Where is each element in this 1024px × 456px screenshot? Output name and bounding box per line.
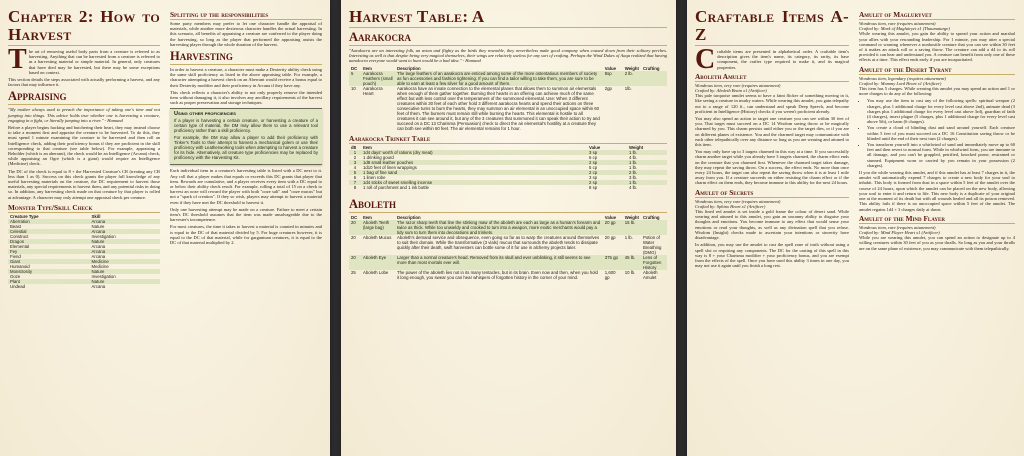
aboleth-row-cell: Aboleth Mucus <box>363 234 392 240</box>
aboleth-row-cell: 375 gp <box>603 255 623 270</box>
aarakocra-row-cell: 2 lb. <box>623 71 641 86</box>
aarakocra-row-cell <box>641 86 667 131</box>
trinket-row-cell: 1 drinking gourd <box>363 154 394 160</box>
aboleth-row-cell: 1 lb. <box>624 234 633 240</box>
tyrant-ability-item: • You transform yourself into a whirlwind of sand and immediately move up to 60 feet and then revert to normal form. While in whirlwind form, you are immune to all damage, and you can't be grappled, petrified, knocked prone, restrained or stunned. Equipment worn or carried by you remain in your possession (2 charges). <box>867 142 1015 168</box>
harvesting-paragraph-3: Each individual item in a creature's harvesting table is listed with a DC next to it. Any roll that a player makes that equals or exceeds this DC grants that player that item. Rewards are cumulative, and a player receives every item with a DC equal to or below their ability check result. For example, rolling a total of 15 on a check to harvest an ooze will reward the player with both "ooze salt" and "ooze mucus" but not a "spark of creation". If they so wish, players may attempt to harvest a material even if they have met the DC threshold to harvest it. <box>170 168 322 205</box>
skill-table-row-cell: Investigation <box>91 233 116 239</box>
skill-table-row-cell: Undead <box>10 283 26 289</box>
skill-table-row-cell: Arcana <box>91 283 106 289</box>
skill-table-row-cell: Plant <box>8 279 90 284</box>
aboleth-row-cell: 10 lb. <box>624 269 636 275</box>
secrets-rarity: Wondrous item, very rare (requires attunement) <box>695 198 781 204</box>
aboleth-row-cell: Aboleth Amulet <box>643 269 658 280</box>
skill-table-row-cell: Elemental <box>10 243 30 249</box>
appraising-paragraph-1: Before a player begins hacking and butchering their heart, they may instead choose to take a moment first and appraise the creature to be harvested. To do this, they must spend 1 minute examining the creature to be harvested and then roll an Intelligence check, adding their proficiency bonus if they are proficient in the skill corresponding to that creature (see table below). For example, appraising a Beholder (which is an aberrant), the check would be an Intelligence (Arcana) check, while appraising an Ogre (which is a giant) would require an Intelligence (Medicine) check. <box>8 125 160 167</box>
trinket-row-cell: 1 bag of fine sand <box>361 170 587 175</box>
trinket-row-cell: 3 sp <box>589 174 598 180</box>
skill-table-row-cell: Construct <box>10 233 29 239</box>
aarakocra-harvest-table <box>349 66 667 131</box>
aarakocra-row-cell: Aarakocra have an innate connection to the elemental planes that allows them to summon air elementals when enough of them gather together. Burning their hearts in an offering can achieve much of the same effect but with less control over the temperament of the summoned elemental. Use: When 3 different creatures within 30 feet of each other hold 3 different aarakocra hearts and spend their actions on three consecutive turns to burn the hearts, they may summon an air elemental in an unoccupied space within 60 feet of them. The burners must remain still while burning the hearts. This elemental is hostile to all creatures it can see around it, but any of the 3 creatures that summoned it can speak their action to try and succeed on a DC 13 Charisma (Persuasion) check to direct the air elemental's hostility at a creature they can both see within 60 feet. The air elemental remains for 1 hour. <box>397 85 600 131</box>
header-item: Item <box>363 65 372 71</box>
aarakocra-quote: "Aarakocra are an interesting folk, an avian and flighty as the birds they resemble, they nevertheless make good company when coaxed down from their solitary perches. Interesting as well is that despite being very magical themselves, their wings are relatively useless for any sort of crafting. Perhaps the Wind Dukes of Aaqa realized that having aarakocra everyone would want to hunt would be a bad idea." - Hamund <box>349 48 667 64</box>
aboleth-header-crafting: Crafting <box>643 214 660 220</box>
magluryvet-heading: Amulet of Magluryvet <box>859 11 1015 20</box>
trinket-row-cell: 2 lb. <box>627 170 667 175</box>
secrets-p2: In addition, you may use the amulet to cast the spell zone of truth without using a spell slot or requiring any components. The DC for the casting of this spell in this way is 8 + your Charisma modifier + your proficiency bonus, and you are exempt from the effects of the spell. Once you have used this ability 3 times in one day, you may not use it again until you finish a long rest. <box>695 242 849 269</box>
skill-table-row-cell: Nature <box>90 279 160 284</box>
page-craftable-items <box>687 0 1024 456</box>
aboleth-row-cell: 20 <box>349 255 361 270</box>
tyrant-ability-item: • You create a cloud of blinding dust and sand around yourself. Each creature within 5 feet of you must succeed on a DC 16 Constitution saving throw or be blinded until the end of their next turn (2 charges). <box>867 125 1015 141</box>
skill-table-row-cell: Arcana <box>91 243 106 249</box>
header-value: Value <box>604 65 616 71</box>
page-harvest-table-a <box>341 0 676 456</box>
skill-table-row-cell: Beast <box>10 223 21 229</box>
trinket-row-cell: 6 cp <box>589 154 598 160</box>
page1-right-column <box>170 8 322 247</box>
aboleth-row-cell: 15 lb. <box>623 220 641 235</box>
skill-table-row-cell: Medicine <box>91 263 109 269</box>
trinket-row-cell: 4 <box>353 164 357 170</box>
page-gutter-1 <box>330 0 341 456</box>
magluryvet-rarity: Wondrous item, rare (requires attunement) <box>859 21 936 26</box>
skill-table-row-cell: Ooze <box>10 273 21 279</box>
aboleth-row-cell: 25 <box>351 269 356 275</box>
skill-table-row-cell: Arcana <box>90 229 160 234</box>
skill-table-row-cell: Nature <box>91 223 105 229</box>
monster-skill-table <box>8 214 160 289</box>
title-rule <box>8 45 160 46</box>
box-paragraph-1: If a player is harvesting a certain creature, or harvesting a creature of a certain type of material, the DM may allow them to use a relevant tool proficiency rather than a skill proficiency. <box>174 118 318 134</box>
aboleth-header-value: Value <box>604 214 616 220</box>
aarakocra-row <box>349 71 667 86</box>
mindflayer-heading: Amulet of the Mind Flayer <box>859 215 1015 224</box>
aboleth-row-cell: 20 gp <box>604 234 616 240</box>
harvesting-paragraph-1: In order to harvest a creature, a character must make a Dexterity ability check using the same skill proficiency as listed in the above appraising table. For example, a character attempting a harvest check on an Aberrant would receive a bonus equal to their Dexterity modifier and their proficiency in Arcana if they have any. <box>170 67 322 88</box>
aboleth-row-cell: Aboleth's demand service and obsequence, even going so far as to warp the creatures around themselves to suit their domain. While the transformative (3 vials) mucus that surrounds the aboleth tends to dissipate quickly after their death, swift harvesters can bottle some of it for use in alchemy projects later. <box>397 234 600 250</box>
aboleth-row <box>349 255 667 270</box>
tyrant-p2: If you die while wearing this amulet, and if this amulet has at least 7 charges in it, the amulet will automatically expend 7 charges to create a new body for your soul to inhabit. This body is formed from dust in a space within 5 feet of the amulet over the course of 24 hours, upon which the amulet can be placed on the new body, allowing your soul to enter it and return to life. This new body is a duplicate of your original one at the moment of its death but with all wounds healed and all its poison removed. This ability fails if there is no unoccupied space within 5 feet of the amulet. The amulet regains 1d4 + 3 charges daily at dawn. <box>859 170 1015 212</box>
trinket-header-item: Item <box>363 144 372 150</box>
splitting-text: Some party members may prefer to let one character handle the appraisal of materials, while another more dexterous character handles the actual harvesting. In this scenario, all benefits of appraising a creature are conferred to the player doing the harvesting, so long as the player that performed the appraising assists the harvesting player through the whole duration of the harvest. <box>170 21 322 47</box>
tyrant-ability-item: • You may use the item to cast any of the following spells: spiritual weapon (2 charges, plus 1 additional charge for every level cast above 2nd), animate dead (3 charges plus 1 additional charge for every level cast above 3rd), guardian of faith (4 charges), insect plague (5 charges, plus 1 additional charge for every level cast above 5th), or harm (6 charges). <box>867 98 1015 124</box>
box-paragraph-2: For example, the DM may allow a player to add their proficiency with Tinker's Tools to their attempt to harvest a mechanical golem or use their proficiency with Leatherworking tools when attempting to harvest a creature for its hide. Alternatively, all creature type proficiencies may be replaced by proficiency with the Harvesting Kit. <box>174 135 318 161</box>
skill-table-row-cell: Nature <box>90 269 160 274</box>
trinket-row-cell: 3 sp <box>587 150 627 155</box>
trinket-header-weight: Weight <box>629 144 644 150</box>
aboleth-row-cell: The power of the aboleth lies not in its many tentacles, but in its brain. Even now and then, when you hold it long enough, you swear you can hear whispers of forgotten history in the corner of your mind. <box>397 269 598 280</box>
page3-right-column <box>859 8 1015 253</box>
aboleth-amulet-p3: You may only have up to 3 targets charmed in this way at a time. If you successfully charm another target while you already have 3 targets charmed, the charm effect ends on the creature that you charmed first. Whenever the charmed target takes damage, they may repeat the saving throw. On a success, the effect ends. No more than once every 24 hours, the target can also repeat the saving throw when it is at least 1 mile away from you. If a creature succeeds on either resisting the charm effect or if the charm effect on them ends, they become immune to this ability for the next 24 hours. <box>695 149 849 186</box>
aboleth-header-weight: Weight <box>624 214 639 220</box>
aboleth-row-cell: 20 gp <box>603 220 623 235</box>
aboleth-amulet-rarity: Wondrous item, very rare (requires attunement) <box>695 82 781 88</box>
trinket-table-title: Aarakocra Trinket Table <box>349 135 667 144</box>
page-gutter-2 <box>676 0 687 456</box>
trinket-row-cell: 1d8 small leather pouches <box>361 160 587 165</box>
trinket-row-cell: 1 lb. <box>627 160 667 165</box>
magluryvet-crafted: Crafted by: Mark of Magluiryet x1 (Thaumaturge) <box>859 26 950 32</box>
skill-table-row-cell: Celestial <box>8 229 90 234</box>
trinket-row-cell: 8 sp <box>589 184 598 190</box>
aboleth-row-cell: 20 <box>351 234 356 240</box>
skill-table-row-cell: Arcana <box>90 219 160 224</box>
trinket-row-cell: 1d4 sticks of sweet smelling incense <box>361 180 587 185</box>
aarakocra-row-cell: 1lb. <box>624 85 632 91</box>
aboleth-row <box>349 270 667 280</box>
aboleth-row-cell <box>641 220 667 235</box>
tyrant-ability-list <box>867 98 1015 168</box>
aboleth-amulet-p1: This pale turquoise amulet seems to have a faint flicker of something moving in it, like seeing a creature in murky waters. While wearing this amulet, you gain telepathy out to a range of 120 ft., can understand and speak Deep Speech, and become proficient in Intelligence (History) checks if you weren't proficient already. <box>695 93 849 114</box>
intro-text-2: This section details the steps associated with actually performing a harvest, and any factors that may influence it. <box>8 77 160 88</box>
aboleth-row-cell: 45 lb. <box>623 255 641 270</box>
aboleth-row-cell: The razor sharp teeth that line the stinking maw of the aboleth are each as large as a human's forearm and twice as thick. While too unwieldy and crooked to turn into a weapon, more exotic merchants would pay a tidy sum to turn them into decorations and trinkets. <box>395 220 603 235</box>
table-header-skill: Skill <box>91 213 101 219</box>
trinket-header-d8: d8 <box>351 144 357 150</box>
chapter-title: Chapter 2: How to Harvest <box>8 7 160 44</box>
page3-left-column <box>695 8 849 270</box>
mindflayer-rarity: Wondrous item, rare (requires attunement) <box>859 224 936 230</box>
trinket-row-cell: 4 lb. <box>629 184 638 190</box>
trinket-row-cell: 7 <box>349 180 361 185</box>
aboleth-row-cell: Lens of Forgotten History <box>641 255 667 270</box>
aboleth-row <box>349 235 667 255</box>
aarakocra-trinket-table <box>349 145 667 190</box>
harvesting-paragraph-5: For most creatures, the time it takes to harvest a material is counted in minutes and is equal to the DC of that material divided by 5. For huge creatures however, it is equal to the DC of that material, while for gargantuan creatures, it is equal to the DC of that material multiplied by 2. <box>170 224 322 246</box>
secrets-heading: Amulet of Secrets <box>695 189 849 198</box>
skill-table-row-cell: Arcana <box>90 249 160 254</box>
skill-table-row-cell: Investigation <box>91 273 116 279</box>
aboleth-row-cell: Aboleth Eye <box>361 255 395 270</box>
aarakocra-row-cell: 8sp <box>603 71 623 86</box>
skill-table-row-cell: Fiend <box>10 253 21 259</box>
aarakocra-heading: Aarakocra <box>349 31 667 46</box>
trinket-row-cell: 3 <box>349 160 361 165</box>
trinket-row-cell: 4 lb. <box>629 154 638 160</box>
harvesting-paragraph-2: This check reflects a character's ability to not only properly remove the intended item without damaging it, it also involves any ancillary requirements of the harvest such as proper preservation and storage techniques. <box>170 89 322 106</box>
aboleth-row-cell: Aboleth Teeth (large bag) <box>361 220 395 235</box>
appraising-paragraph-2: The DC of the check is equal to 8 + the Harvested Creature's CR (treating any CR less than 1 as 0). Success on this check grants the player full knowledge of any useful harvesting materials on the creature, the DC requirement to harvest those materials, any special requirements to harvest them, and any potential risks in doing so. In addition, any harvesting check made on that creature by that player is rolled at advantage. A character may only attempt one appraisal check per creature. <box>8 168 160 200</box>
aarakocra-row-cell: Aarakocra Heart <box>363 85 383 96</box>
trinket-row-cell: 1 lb. <box>629 164 638 170</box>
aboleth-heading: Aboleth <box>349 198 667 213</box>
skill-table-row-cell: Giant <box>8 259 90 264</box>
aboleth-row-cell: Aboleth Lobe <box>363 269 389 275</box>
trinket-row-cell: 6 <box>353 174 357 180</box>
trinket-row-cell: 5 <box>349 170 361 175</box>
skill-table-row-cell: Dragon <box>8 239 90 244</box>
page-how-to-harvest <box>0 0 330 456</box>
aboleth-header-dc: DC <box>351 214 358 220</box>
harvesting-paragraph-4: Only one harvesting attempt may be made on a creature. Failure to meet a certain item's DC threshold assumes that the item was made unsalvageable due to the harvester's incompetence. <box>170 206 322 223</box>
intro-text: he art of removing useful body parts from a creature is referred to as harvesting. Anything that can be harvested from a creature is referred to as a harvesting material or simple material. In general, only creatures that have died may be harvested, but there may be some exceptions based on context. <box>28 49 160 75</box>
secrets-crafted: Crafted by: Sphinx Heart x1 (Artificer) <box>695 203 766 209</box>
tyrant-heading: Amulet of the Desert Tyrant <box>859 66 1015 75</box>
aarakocra-row-cell: 5 <box>349 71 361 86</box>
magluryvet-p1: While wearing this amulet, you gain the ability to spread your action and marshal your allies with your resounding leadership. For 1 minute, you may utter a special command or warning whenever a nonhostile creature that you can see within 30 feet of it makes an attack roll or a saving throw. The creature can add a d4 to its roll provided it can hear and understand you. A creature can benefit from only one of these effects at a time. This effect ends early if you are incapacitated. <box>859 31 1015 63</box>
table-header-creature-type: Creature Type <box>10 213 39 219</box>
aboleth-amulet-p2: You may also spend an action to target one creature you can see within 30 feet of you. That target must succeed on a DC 14 Wisdom saving throw or be magically charmed by you. This charm persists until either you or the target dies, or if you are on different planes of existence. You and the charmed target may communicate with each other telepathically over any distance so long as you are wearing and attuned to this item. <box>695 116 849 148</box>
header-crafting: Crafting <box>643 65 660 71</box>
aarakocra-row-cell <box>641 71 667 86</box>
skill-table-row-cell: Medicine <box>90 259 160 264</box>
trinket-row-cell: 3 lb. <box>629 174 638 180</box>
aarakocra-row-cell: The large feathers of an aarakocra are enticed among some of the more ostentatious members of society as fun accessories and fashion tightening. If you can find a tailor willing to take them, you are sure to be able to earn at least a few silver for a good amount of them. <box>395 71 603 86</box>
drop-cap: T <box>8 44 27 75</box>
aarakocra-row-cell: 2gp <box>604 85 612 91</box>
aboleth-row-cell: 1,600 gp <box>604 269 616 280</box>
trinket-row-cell: 1 linen robe <box>363 174 386 180</box>
header-description: Description <box>397 65 421 71</box>
skill-table-row-cell: Monstrosity <box>8 269 90 274</box>
appraising-heading: Appraising <box>8 90 160 105</box>
header-dc: DC <box>351 65 358 71</box>
title-rule <box>349 27 667 28</box>
skill-table-row-cell: Arcana <box>91 253 106 259</box>
splitting-heading: Splitting up the responsibilities <box>170 11 322 20</box>
page2-column <box>349 8 667 280</box>
harvest-table-title: Harvest Table: A <box>349 7 485 26</box>
aboleth-row <box>349 220 667 235</box>
aarakocra-row-cell: Aarakocra Feathers (small pouch) <box>361 71 395 86</box>
aboleth-row-cell: Larger than a normal creature's head. Removed from its skull and ever unblinking, it still seems to see more than most mortals ever will. <box>395 255 603 270</box>
skill-table-row <box>8 284 160 289</box>
aboleth-header-description: Description <box>397 214 421 220</box>
trinket-row-cell: 1 roll of parchment and 1 ink bottle <box>363 184 429 190</box>
mindflayer-crafted: Crafted by: Mind Flayer Heart x1 (Artificer) <box>859 229 940 235</box>
monster-skill-table-title: Monster Type/Skill Check <box>8 204 160 213</box>
aboleth-row-cell: 20 <box>349 220 361 235</box>
trinket-row-cell: 1 lb. <box>627 180 667 185</box>
aarakocra-row <box>349 86 667 131</box>
trinket-row-cell: 8 <box>353 184 357 190</box>
skill-table-row-cell: Fey <box>8 249 90 254</box>
aboleth-amulet-heading: Aboleth Amulet <box>695 73 849 82</box>
other-proficiencies-box <box>170 108 322 165</box>
harvesting-heading: Harvesting <box>170 50 322 65</box>
page1-left-column <box>8 8 160 289</box>
craftable-title: Craftable Items A-Z <box>695 7 849 44</box>
trinket-row-cell: 1d4 days' worth of rations (dry meat) <box>361 150 587 155</box>
box-title: Using other proficiencies <box>174 111 236 118</box>
drop-cap: C <box>695 44 716 75</box>
tyrant-rarity: Wondrous item, legendary (requires attunement) <box>859 75 946 81</box>
trinket-row-cell: 1d10 feet of linen wrappings <box>363 164 417 170</box>
trinket-row-cell: 1 lb. <box>627 150 667 155</box>
trinket-row-cell: 2 sp <box>587 180 627 185</box>
trinket-row-cell: 5 cp <box>589 164 598 170</box>
aboleth-harvest-table <box>349 215 667 280</box>
skill-table-row-cell: Nature <box>90 239 160 244</box>
header-weight: Weight <box>624 65 639 71</box>
aboleth-amulet-crafted: Crafted by: Aboleth Brain x1 (Artificer) <box>695 88 767 94</box>
skill-table-row-cell: Aberration <box>8 219 90 224</box>
tyrant-crafted: Crafted by: Mummy Lord Heart x1 (Artificer) <box>859 80 942 86</box>
trinket-row-cell: 2 cp <box>587 170 627 175</box>
trinket-header-value: Value <box>589 144 601 150</box>
tyrant-p1: This item has 5 charges. While wearing this amulet you may spend an action and 1 or more charges to do any of the following: <box>859 86 1015 97</box>
trinket-row-cell: 2 <box>353 154 357 160</box>
appraising-quote: "My mother always used to preach the importance of taking one's time and not jumping into things. This advice holds true whether one is harvesting a creature, engaging in a fight, or literally jumping into a river." - Hamund <box>8 107 160 123</box>
trinket-row <box>349 185 667 190</box>
aboleth-row-cell: Potion of Water Breathing (DMG) <box>643 234 662 255</box>
secrets-p1: This lined red amulet is set inside a gold frame the colour of desert sand. While wearing and attuned to this amulet, you gain an uncanny ability to disguise your thoughts and emotions. You become immune to any effect that would sense your emotions or read your thoughts, as well as any divination spell that you refuse. Wisdom (Insight) checks made to ascertain your intentions or sincerity have disadvantage. <box>695 209 849 241</box>
title-rule <box>695 45 849 46</box>
trinket-row-cell: 1 <box>349 150 361 155</box>
trinket-row-cell: 2 sp <box>587 160 627 165</box>
craftable-intro: raftable items are presented in alphabetical order. A craftable item's description gives the item's name, its category, its rarity, its base component, the crafter type required to make it, and its magical properties. <box>717 49 849 70</box>
mindflayer-p1: While you are wearing this amulet, you can spend an action to designate up to 4 willing creatures within 30 feet of you as your thralls. So long as you and your thralls are on the same plane of existence, you may communicate with them telepathically. <box>859 235 1015 251</box>
skill-table-row-cell: Humanoid <box>10 263 30 269</box>
aboleth-header-item: Item <box>363 214 372 220</box>
aarakocra-row-cell: 10 <box>351 85 356 91</box>
